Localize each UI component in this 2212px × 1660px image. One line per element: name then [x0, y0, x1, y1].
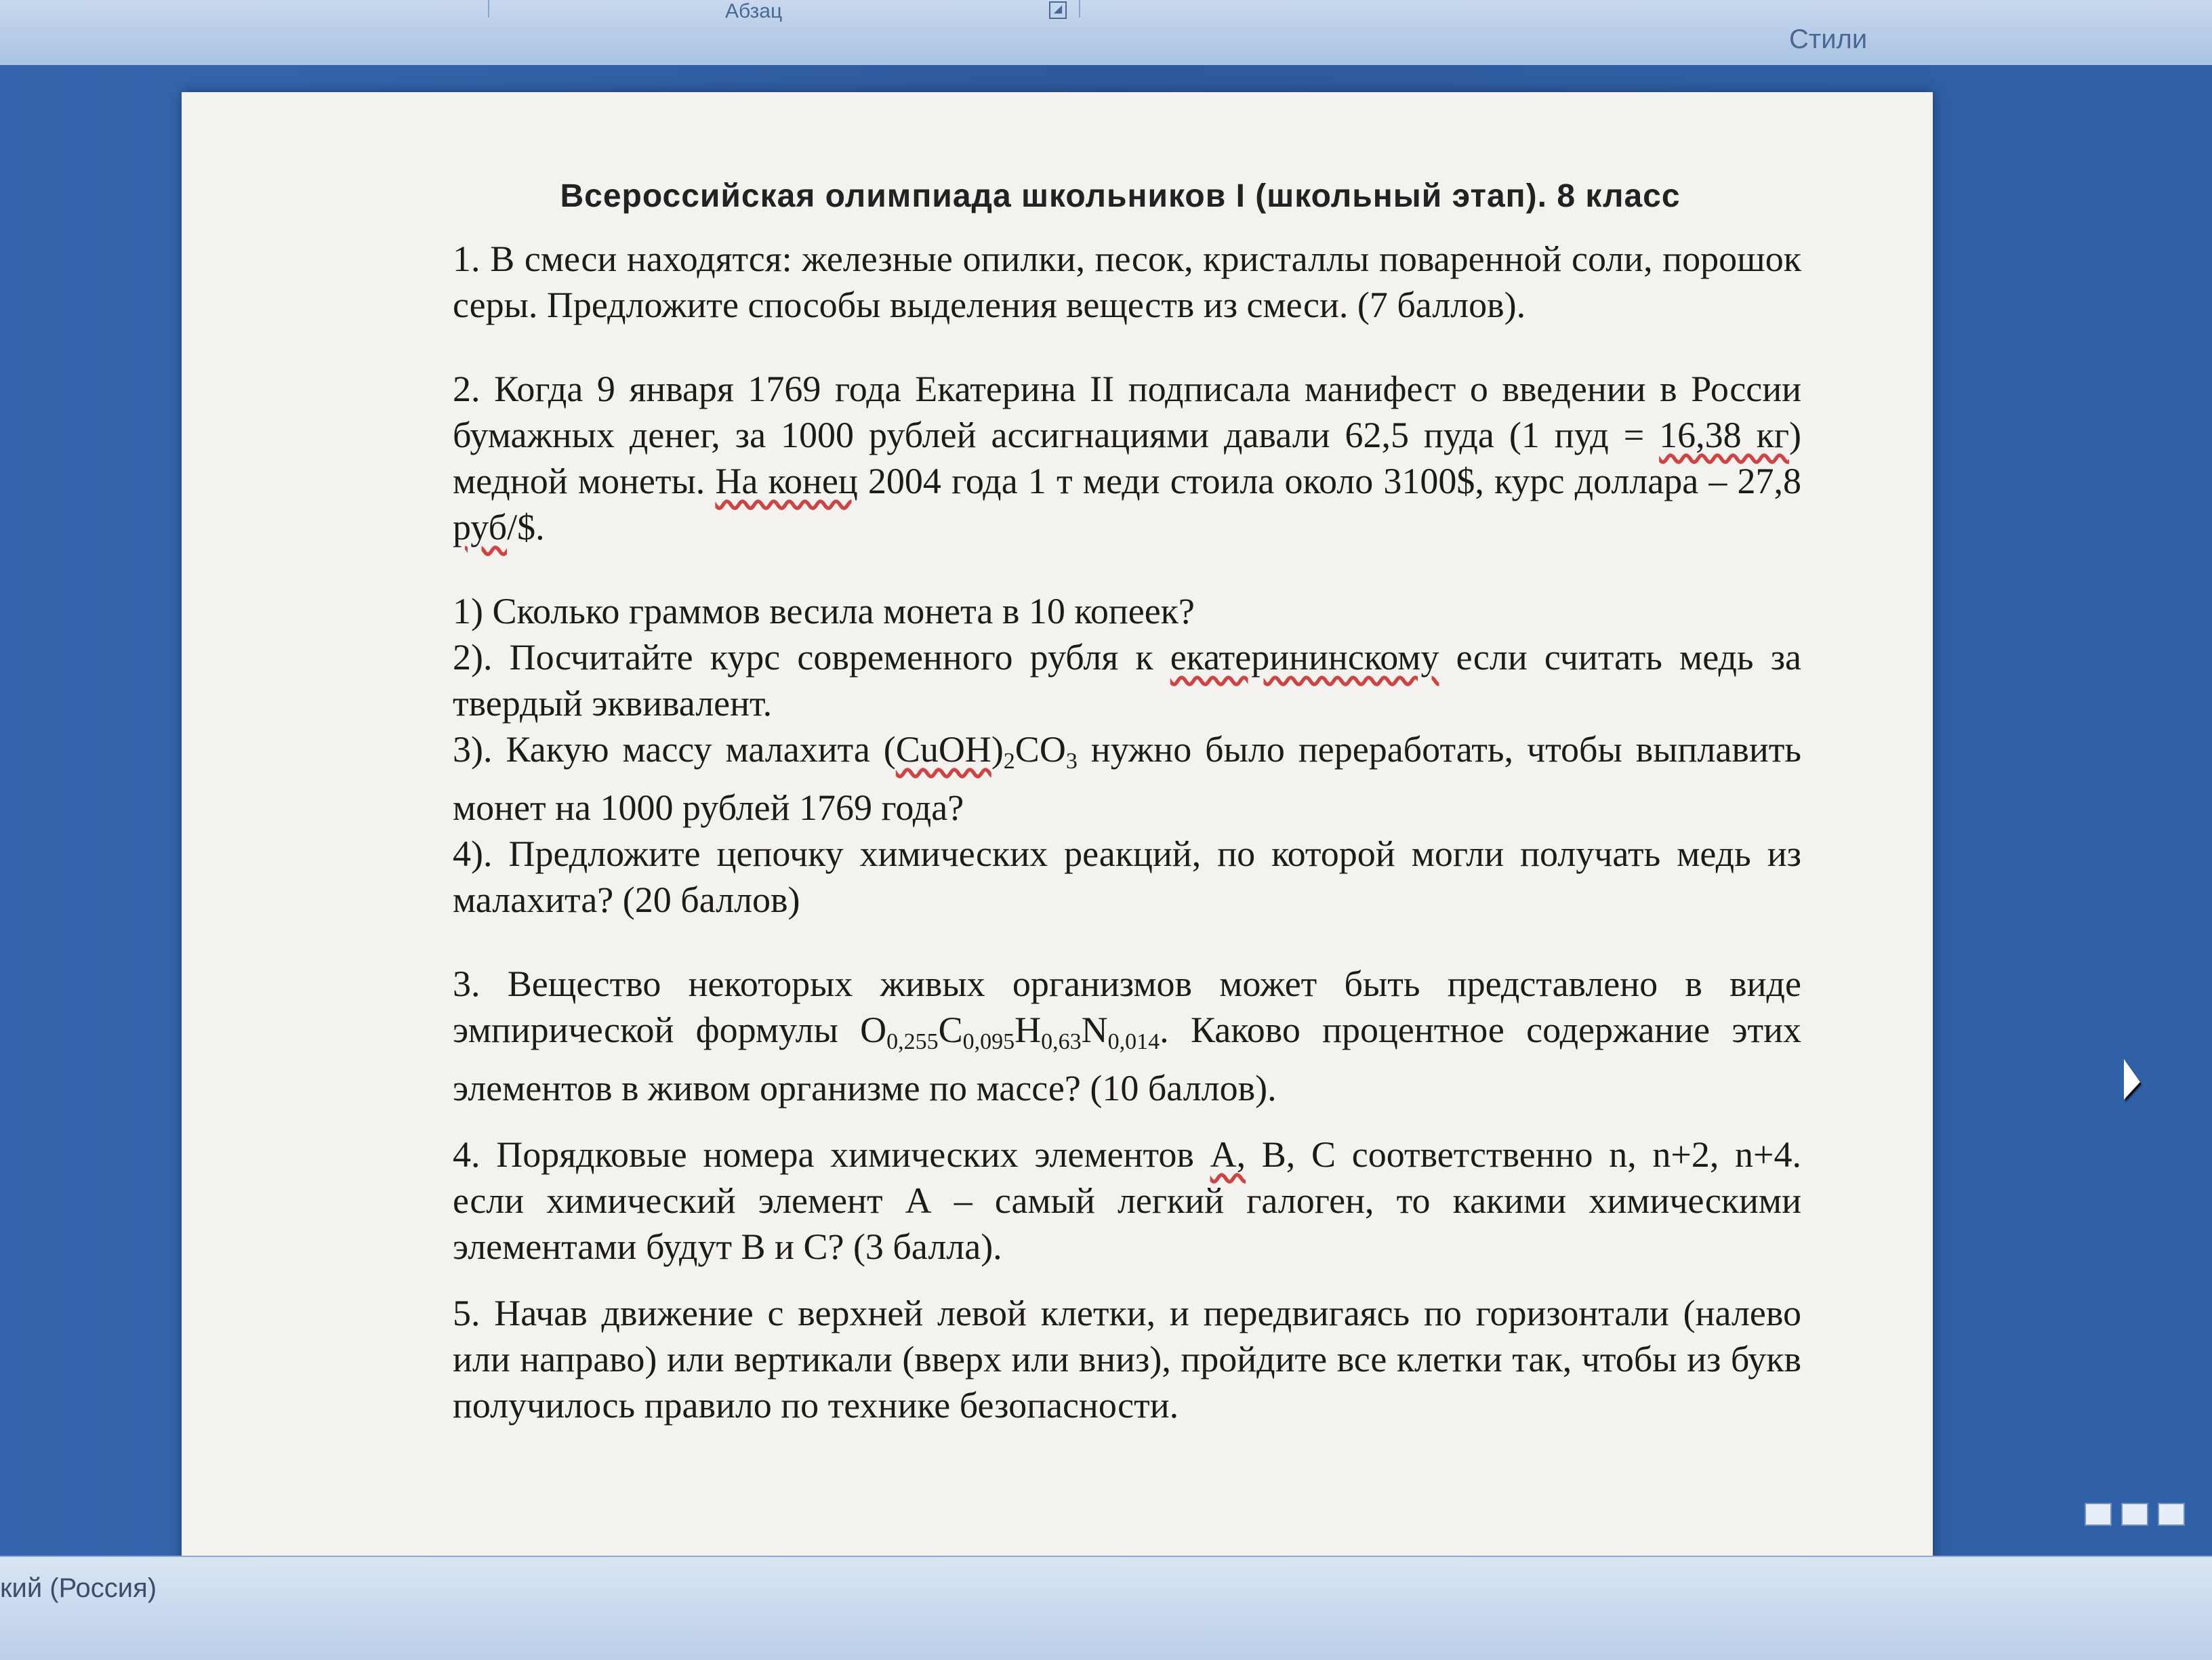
view-buttons — [2078, 1503, 2185, 1529]
ribbon — [0, 0, 2212, 66]
document-content[interactable] — [453, 173, 1801, 1428]
subquestion-1: 1) Сколько граммов весила монета в 10 копеек? — [453, 591, 1195, 631]
spellcheck-mark: А, — [1210, 1134, 1246, 1175]
document-page[interactable] — [182, 92, 1933, 1637]
question-5: 5. Начав движение с верхней левой клетки, и передвигаясь по горизонтали (налево или направо) или вертикали (вверх или вниз), пройдите все клетки так, чтобы из букв получилось правило по технике безопасности. — [453, 1293, 1801, 1426]
paragraph-group-label: Абзац — [725, 0, 783, 22]
styles-group-label: Стили — [1789, 24, 1868, 54]
ribbon-group-paragraph — [489, 0, 1080, 18]
print-layout-icon[interactable] — [2085, 1503, 2112, 1526]
spellcheck-mark: екатерининскому — [1170, 637, 1439, 678]
ribbon-group-font — [0, 0, 489, 18]
subquestion-4: 4). Предложите цепочку химических реакций, по которой могли получать медь из малахита? (20 баллов) — [453, 833, 1801, 920]
spellcheck-mark: 16,38 кг — [1659, 415, 1790, 455]
spellcheck-mark: На конец — [715, 461, 858, 501]
spellcheck-mark: CuOH — [895, 729, 991, 770]
status-language[interactable]: кий (Россия) — [0, 1573, 157, 1603]
spellcheck-mark: руб — [453, 507, 508, 547]
full-screen-icon[interactable] — [2121, 1503, 2148, 1526]
web-layout-icon[interactable] — [2158, 1503, 2185, 1526]
status-bar — [0, 1556, 2212, 1660]
question-2: 2. Когда 9 января 1769 года Екатерина II подписала манифест о введении в России бумажных денег, за 1000 рублей ассигнациями давали 62,5 пуда (1 пуд = 16,38 кг) медной монеты. На конец 2004 года 1 т меди стоила около 3100$, курс доллара – 27,8 руб/$. — [453, 369, 1801, 547]
document-title: Всероссийская олимпиада школьников I (школьный этап). 8 класс — [560, 178, 1681, 214]
document-workspace — [0, 65, 2212, 1556]
subquestion-3: 3). Какую массу малахита $(CuOH)_2CO_3$ нужно было переработать, чтобы выплавить монет на 1000 рублей 1769 года? — [453, 729, 1801, 828]
subquestion-2: 2). Посчитайте курс современного рубля к екатерининскому если считать медь за твердый эквивалент. — [453, 637, 1802, 724]
paragraph-dialog-launcher-icon[interactable]: ◢ — [1049, 1, 1067, 19]
question-3: 3. Вещество некоторых живых организмов может быть представлено в виде эмпирической формулы $O_{0,255}C_{0,095}H_{0,63}N_{0,014}$. Каково процентное содержание этих элементов в живом организме по массе? (10 баллов). — [453, 963, 1801, 1108]
question-4: 4. Порядковые номера химических элементов А, В, С соответственно n, n+2, n+4. если химический элемент А – самый легкий галоген, то какими химическими элементами будут В и С? (3 балла). — [453, 1134, 1801, 1267]
question-1: 1. В смеси находятся: железные опилки, песок, кристаллы поваренной соли, порошок серы. Предложите способы выделения веществ из смеси. (7 баллов). — [453, 238, 1801, 325]
